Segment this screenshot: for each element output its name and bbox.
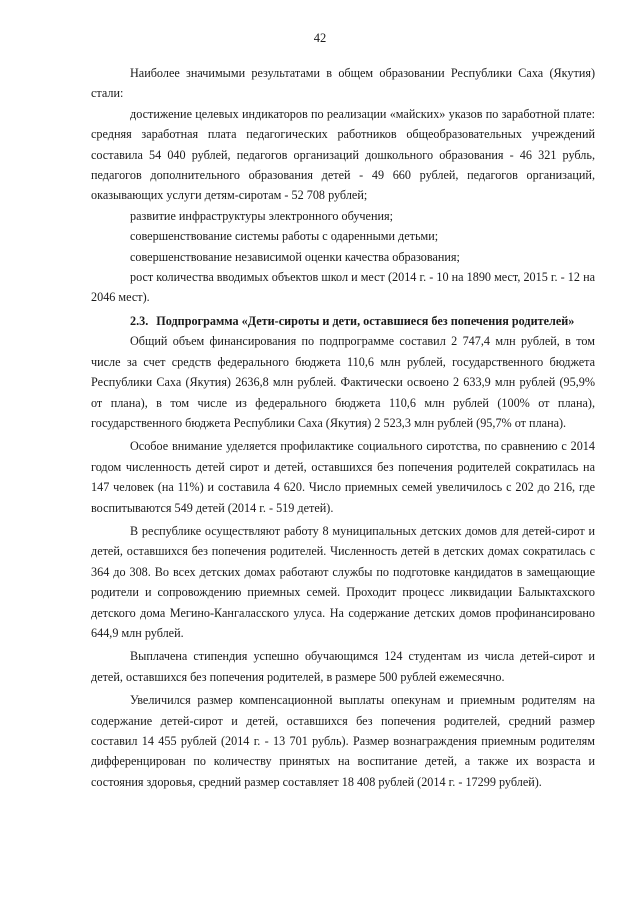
intro-list-item: рост количества вводимых объектов школ и мест (2014 г. - 10 на 1890 мест, 2015 г. - 12 на 2046 мест). [91, 270, 595, 305]
intro-list-item: развитие инфраструктуры электронного обучения; [130, 208, 393, 223]
body-paragraph: Увеличился размер компенсационной выплаты опекунам и приемным родителям на содержание детей-сирот и детей, оставшихся без попечения родителей, средний размер составил 14 455 рублей (2014 г. - 13 701 рубль). Размер вознаграждения приемным родителям дифференцирован по количеству принятых на воспитание детей, а также их возраста и состояния здоровья, средний размер составляет 18 408 рублей (2014 г. - 17299 рублей). [91, 693, 595, 789]
section-heading [91, 311, 595, 331]
intro-list-item: совершенствование независимой оценки качества образования; [130, 249, 460, 264]
page-content [91, 63, 595, 792]
body-paragraph: Общий объем финансирования по подпрограмме составил 2 747,4 млн рублей, в том числе за счет средств федерального бюджета 110,6 млн рублей, государственного бюджета Республики Саха (Якутия) 2636,8 млн рублей. Фактически освоено 2 633,9 млн рублей (95,9% от плана), в том числе из федерального бюджета 110,6 млн рублей (100% от плана), государственного бюджета Республики Саха (Якутия) 2 523,3 млн рублей (95,7% от плана). [91, 334, 595, 430]
intro-paragraph: Наиболее значимыми результатами в общем образовании Республики Саха (Якутия) стали: [91, 66, 595, 101]
intro-list-item: совершенствование системы работы с одаренными детьми; [130, 229, 439, 244]
body-paragraph: Особое внимание уделяется профилактике социального сиротства, по сравнению с 2014 годом численность детей сирот и детей, оставшихся без попечения родителей сократилась на 147 человек (на 11%) и составила 4 620. Число приемных семей увеличилось с 202 до 216, где воспитываются 549 детей (2014 г. - 519 детей). [91, 439, 595, 515]
section-title: Подпрограмма «Дети-сироты и дети, оставшиеся без попечения родителей» [156, 313, 575, 328]
intro-list-item: достижение целевых индикаторов по реализации «майских» указов по заработной плате: средняя заработная плата педагогических работников общеобразовательных учреждений составила 54 040 рублей, педагогов организаций дошкольного образования - 46 321 рубль, педагогов дополнительного образования детей - 49 660 рублей, педагогов организаций, оказывающих услуги детям-сиротам - 52 708 рублей; [91, 106, 595, 203]
page-number: 42 [313, 31, 327, 45]
section-number: 2.3. [130, 313, 149, 328]
body-paragraph: Выплачена стипендия успешно обучающимся 124 студентам из числа детей-сирот и детей, оставшихся без попечения родителей, в размере 500 рублей ежемесячно. [91, 649, 595, 684]
body-paragraph: В республике осуществляют работу 8 муниципальных детских домов для детей-сирот и детей, оставшихся без попечения родителей. Численность детей в детских домах сократилась с 364 до 308. Во всех детских домах работают службы по подготовке кандидатов в замещающие родители и сопровождению приемных семей. Проходит процесс ликвидации Балыктахского детского дома Мегино-Кангаласского улуса. На содержание детских домов профинансировано 644,9 млн рублей. [91, 523, 595, 640]
